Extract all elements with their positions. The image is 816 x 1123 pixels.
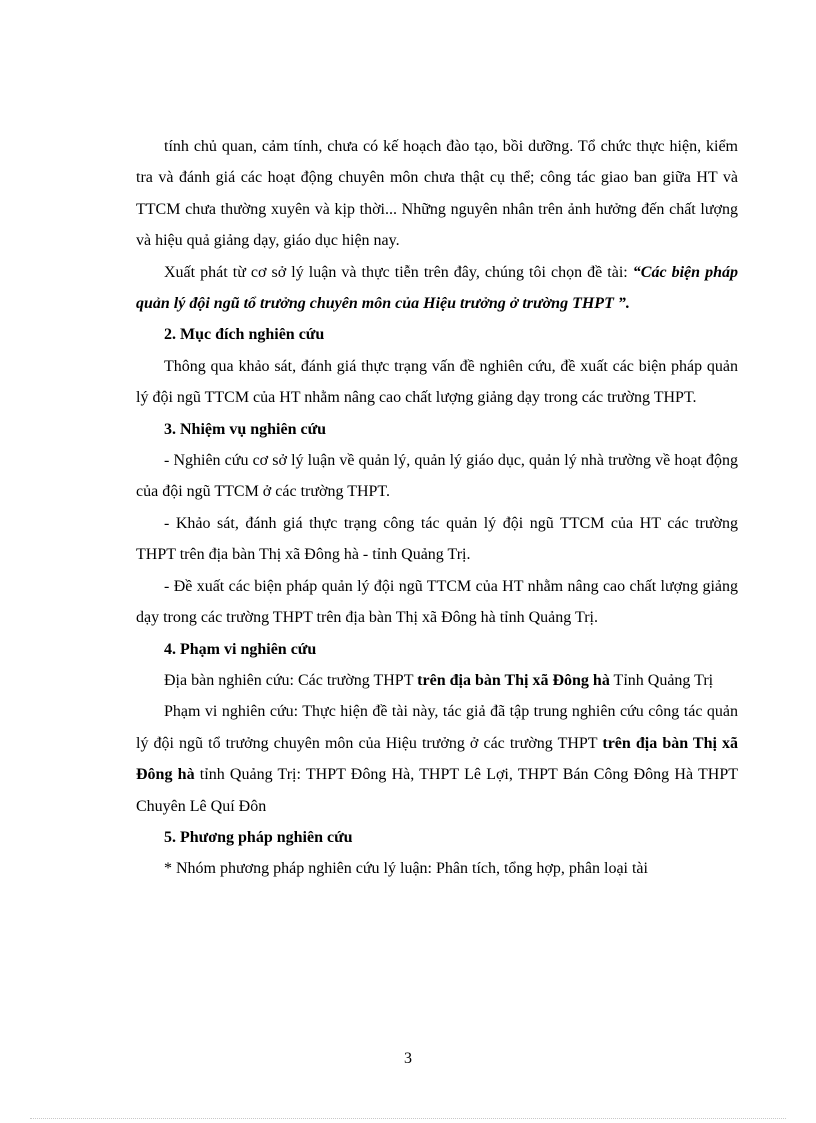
task-item: - Khảo sát, đánh giá thực trạng công tác quản lý đội ngũ TTCM của HT các trường THPT trên địa bàn Thị xã Đông hà - tỉnh Quảng Trị. bbox=[136, 514, 738, 564]
area-pre: Địa bàn nghiên cứu: Các trường THPT bbox=[164, 671, 418, 689]
heading-research-purpose: 2. Mục đích nghiên cứu bbox=[164, 326, 325, 344]
paragraph-causes: tính chủ quan, cảm tính, chưa có kế hoạch đào tạo, bồi dưỡng. Tổ chức thực hiện, kiểm tra và đánh giá các hoạt động chuyên môn chưa thật cụ thể; công tác giao ban giữa HT và TTCM chưa thường xuyên và kịp thời... Những nguyên nhân trên ảnh hưởng đến chất lượng và hiệu quả giảng dạy, giáo dục hiện nay. bbox=[136, 138, 738, 250]
paragraph-research-area bbox=[136, 665, 738, 696]
paragraph-research-scope bbox=[136, 696, 738, 822]
task-item: - Nghiên cứu cơ sở lý luận về quản lý, quản lý giáo dục, quản lý nhà trường về hoạt động của đội ngũ TTCM ở các trường THPT. bbox=[136, 452, 738, 501]
heading-research-scope: 4. Phạm vi nghiên cứu bbox=[164, 640, 317, 658]
scope-bold: trên địa bàn Thị xã Đông hà bbox=[136, 734, 739, 784]
scope-pre: Phạm vi nghiên cứu: Thực hiện đề tài này, tác giả đã tập trung nghiên cứu công tác quản lý đội ngũ tổ trưởng chuyên môn của Hiệu trưởng ở các trường THPT bbox=[136, 703, 738, 752]
topic-intro: Xuất phát từ cơ sở lý luận và thực tiễn trên đây, chúng tôi chọn đề tài: bbox=[164, 263, 633, 281]
paragraph-research-purpose: Thông qua khảo sát, đánh giá thực trạng vấn đề nghiên cứu, đề xuất các biện pháp quản lý đội ngũ TTCM của HT nhằm nâng cao chất lượng giảng dạy trong các trường THPT. bbox=[136, 357, 738, 407]
paragraph-theory-methods: * Nhóm phương pháp nghiên cứu lý luận: Phân tích, tổng hợp, phân loại tài bbox=[164, 860, 648, 878]
page-bottom-divider bbox=[30, 1118, 786, 1119]
area-post: Tỉnh Quảng Trị bbox=[609, 671, 714, 689]
scope-post: tỉnh Quảng Trị: THPT Đông Hà, THPT Lê Lợi, THPT Bán Công Đông Hà THPT Chuyên Lê Quí Đôn bbox=[136, 766, 738, 815]
page-number: 3 bbox=[404, 1050, 412, 1067]
heading-research-methods: 5. Phương pháp nghiên cứu bbox=[164, 828, 353, 846]
heading-research-tasks: 3. Nhiệm vụ nghiên cứu bbox=[164, 420, 327, 438]
task-item: - Đề xuất các biện pháp quản lý đội ngũ TTCM của HT nhằm nâng cao chất lượng giảng dạy trong các trường THPT trên địa bàn Thị xã Đông hà tỉnh Quảng Trị. bbox=[136, 577, 738, 627]
paragraph-topic-choice bbox=[136, 257, 738, 320]
area-bold: trên địa bàn Thị xã Đông hà bbox=[417, 671, 610, 689]
page-body bbox=[136, 131, 738, 885]
topic-title: “Các biện pháp quản lý đội ngũ tổ trưởng chuyên môn của Hiệu trưởng ở trường THPT ”. bbox=[136, 263, 739, 313]
